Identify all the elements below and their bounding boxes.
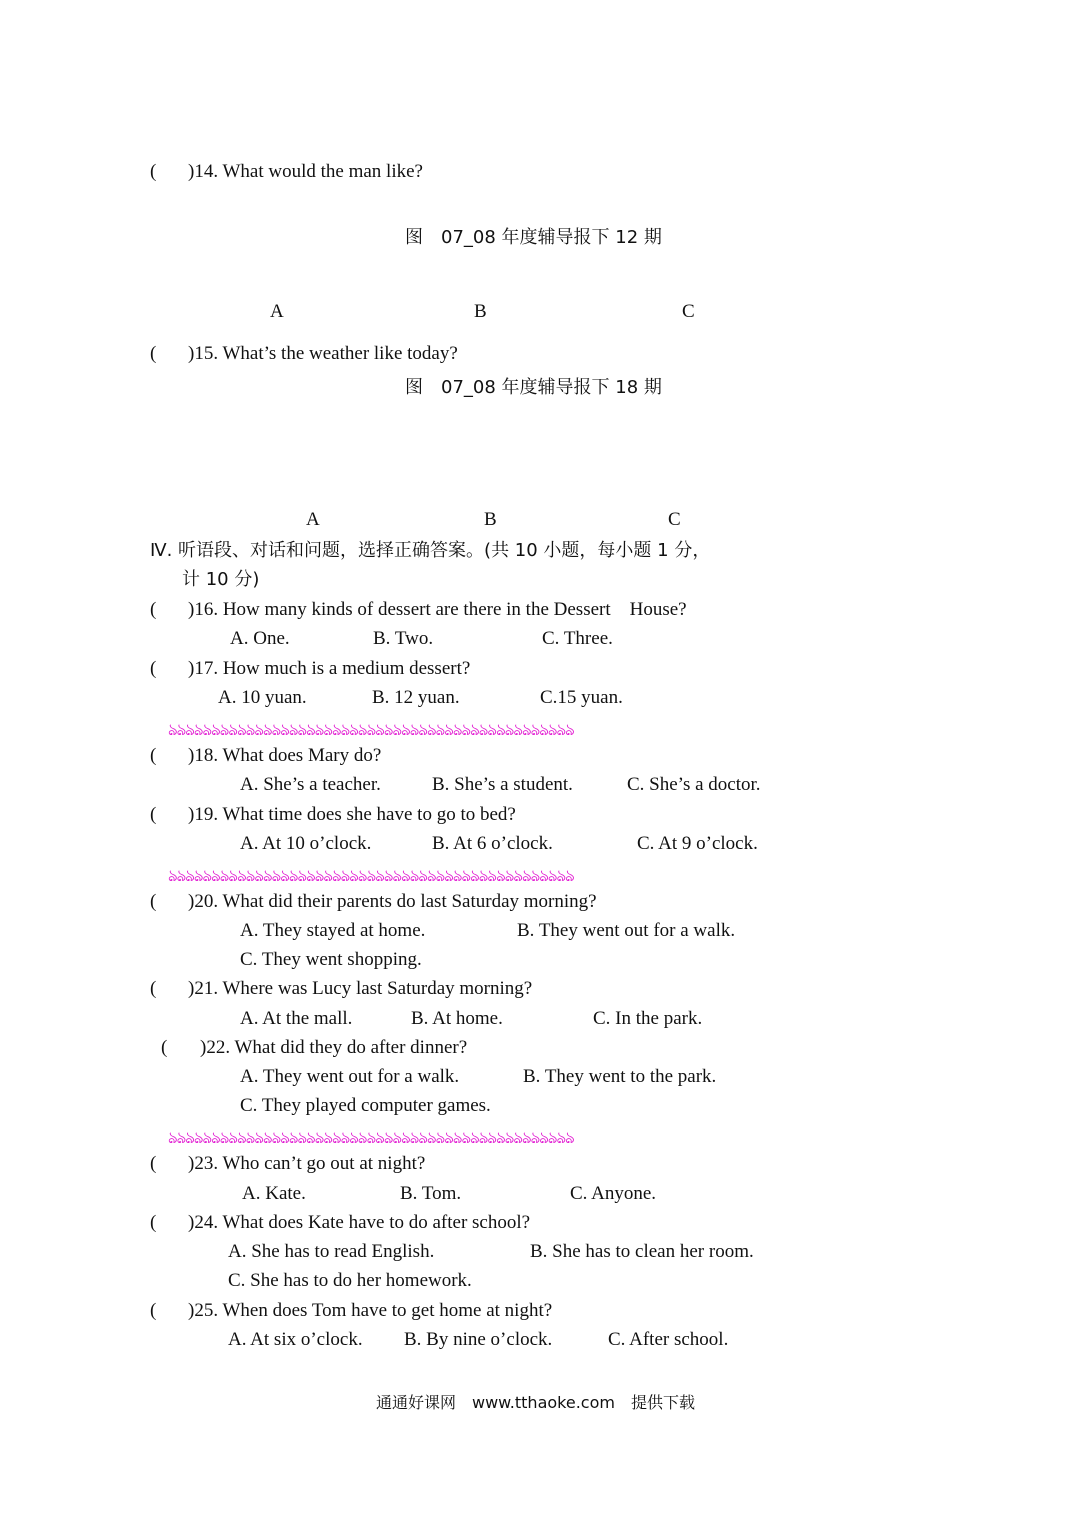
q24-question: )24. What does Kate have to do after school? bbox=[188, 1212, 531, 1233]
q16-question: )16. How many kinds of dessert are there in the Dessert House? bbox=[188, 599, 687, 620]
q19-option-b[interactable]: B. At 6 o’clock. bbox=[432, 833, 553, 854]
q21-paren[interactable]: ( bbox=[150, 978, 157, 999]
q21-question: )21. Where was Lucy last Saturday morning? bbox=[188, 978, 533, 999]
q22-option-c[interactable]: C. They played computer games. bbox=[240, 1095, 491, 1116]
page-footer: 通通好课网 www.tthaoke.com 提供下载 bbox=[376, 1393, 695, 1412]
q23-option-b[interactable]: B. Tom. bbox=[400, 1183, 462, 1204]
q17-question: )17. How much is a medium dessert? bbox=[188, 658, 471, 679]
q15-figure-caption: 图 07_08 年度辅导报下 18 期 bbox=[405, 377, 662, 398]
q18-option-b[interactable]: B. She’s a student. bbox=[432, 774, 573, 795]
q21-option-c[interactable]: C. In the park. bbox=[593, 1008, 703, 1029]
q14-figure-caption: 图 07_08 年度辅导报下 12 期 bbox=[405, 227, 662, 248]
q16-option-a[interactable]: A. One. bbox=[230, 628, 290, 649]
q14-option-c[interactable]: C bbox=[682, 301, 695, 322]
q25-option-a[interactable]: A. At six o’clock. bbox=[228, 1329, 363, 1350]
q20-option-b[interactable]: B. They went out for a walk. bbox=[517, 920, 736, 941]
q21-option-a[interactable]: A. At the mall. bbox=[240, 1008, 353, 1029]
q25-question: )25. When does Tom have to get home at night? bbox=[188, 1300, 553, 1321]
q20-question: )20. What did their parents do last Saturday morning? bbox=[188, 891, 597, 912]
q19-option-c[interactable]: C. At 9 o’clock. bbox=[637, 833, 758, 854]
q15-option-c[interactable]: C bbox=[668, 509, 681, 530]
q14-option-b[interactable]: B bbox=[474, 301, 487, 322]
q16-option-c[interactable]: C. Three. bbox=[542, 628, 613, 649]
q22-option-b[interactable]: B. They went to the park. bbox=[523, 1066, 717, 1087]
q23-question: )23. Who can’t go out at night? bbox=[188, 1153, 426, 1174]
q22-paren[interactable]: ( bbox=[161, 1037, 168, 1058]
ornament-divider: ঌঌঌঌঌঌঌঌঌঌঌঌঌঌঌঌঌঌঌঌঌঌঌঌঌঌঌঌঌঌঌঌঌঌঌঌঌঌঌঌঌঌঌঌঌঌঌ bbox=[168, 866, 574, 881]
q22-question: )22. What did they do after dinner? bbox=[200, 1037, 468, 1058]
q23-paren[interactable]: ( bbox=[150, 1153, 157, 1174]
q19-question: )19. What time does she have to go to bed? bbox=[188, 804, 516, 825]
q22-option-a[interactable]: A. They went out for a walk. bbox=[240, 1066, 460, 1087]
q23-option-a[interactable]: A. Kate. bbox=[242, 1183, 306, 1204]
q15-option-a[interactable]: A bbox=[306, 509, 320, 530]
q17-option-a[interactable]: A. 10 yuan. bbox=[218, 687, 307, 708]
q14-question: )14. What would the man like? bbox=[188, 161, 423, 182]
q14-paren[interactable]: ( bbox=[150, 161, 157, 182]
q18-paren[interactable]: ( bbox=[150, 745, 157, 766]
q18-question: )18. What does Mary do? bbox=[188, 745, 382, 766]
ornament-divider: ঌঌঌঌঌঌঌঌঌঌঌঌঌঌঌঌঌঌঌঌঌঌঌঌঌঌঌঌঌঌঌঌঌঌঌঌঌঌঌঌঌঌঌঌঌঌঌ bbox=[168, 720, 574, 735]
q16-option-b[interactable]: B. Two. bbox=[373, 628, 434, 649]
q24-option-a[interactable]: A. She has to read English. bbox=[228, 1241, 435, 1262]
section-4-heading: Ⅳ. 听语段、对话和问题，选择正确答案。(共 10 小题，每小题 1 分， bbox=[150, 540, 711, 561]
section-4-heading-cont: 计 10 分) bbox=[182, 569, 260, 590]
q25-option-c[interactable]: C. After school. bbox=[608, 1329, 729, 1350]
q24-paren[interactable]: ( bbox=[150, 1212, 157, 1233]
q24-option-b[interactable]: B. She has to clean her room. bbox=[530, 1241, 754, 1262]
q20-option-a[interactable]: A. They stayed at home. bbox=[240, 920, 426, 941]
q17-paren[interactable]: ( bbox=[150, 658, 157, 679]
q17-option-c[interactable]: C.15 yuan. bbox=[540, 687, 623, 708]
q20-paren[interactable]: ( bbox=[150, 891, 157, 912]
q18-option-c[interactable]: C. She’s a doctor. bbox=[627, 774, 761, 795]
q19-paren[interactable]: ( bbox=[150, 804, 157, 825]
q18-option-a[interactable]: A. She’s a teacher. bbox=[240, 774, 381, 795]
q14-option-a[interactable]: A bbox=[270, 301, 284, 322]
q21-option-b[interactable]: B. At home. bbox=[411, 1008, 503, 1029]
q15-paren[interactable]: ( bbox=[150, 343, 157, 364]
q20-option-c[interactable]: C. They went shopping. bbox=[240, 949, 422, 970]
ornament-divider: ঌঌঌঌঌঌঌঌঌঌঌঌঌঌঌঌঌঌঌঌঌঌঌঌঌঌঌঌঌঌঌঌঌঌঌঌঌঌঌঌঌঌঌঌঌঌঌ bbox=[168, 1128, 574, 1143]
q17-option-b[interactable]: B. 12 yuan. bbox=[372, 687, 460, 708]
q15-question: )15. What’s the weather like today? bbox=[188, 343, 458, 364]
q25-paren[interactable]: ( bbox=[150, 1300, 157, 1321]
q25-option-b[interactable]: B. By nine o’clock. bbox=[404, 1329, 553, 1350]
q23-option-c[interactable]: C. Anyone. bbox=[570, 1183, 657, 1204]
q16-paren[interactable]: ( bbox=[150, 599, 157, 620]
q15-option-b[interactable]: B bbox=[484, 509, 497, 530]
q24-option-c[interactable]: C. She has to do her homework. bbox=[228, 1270, 472, 1291]
q19-option-a[interactable]: A. At 10 o’clock. bbox=[240, 833, 372, 854]
